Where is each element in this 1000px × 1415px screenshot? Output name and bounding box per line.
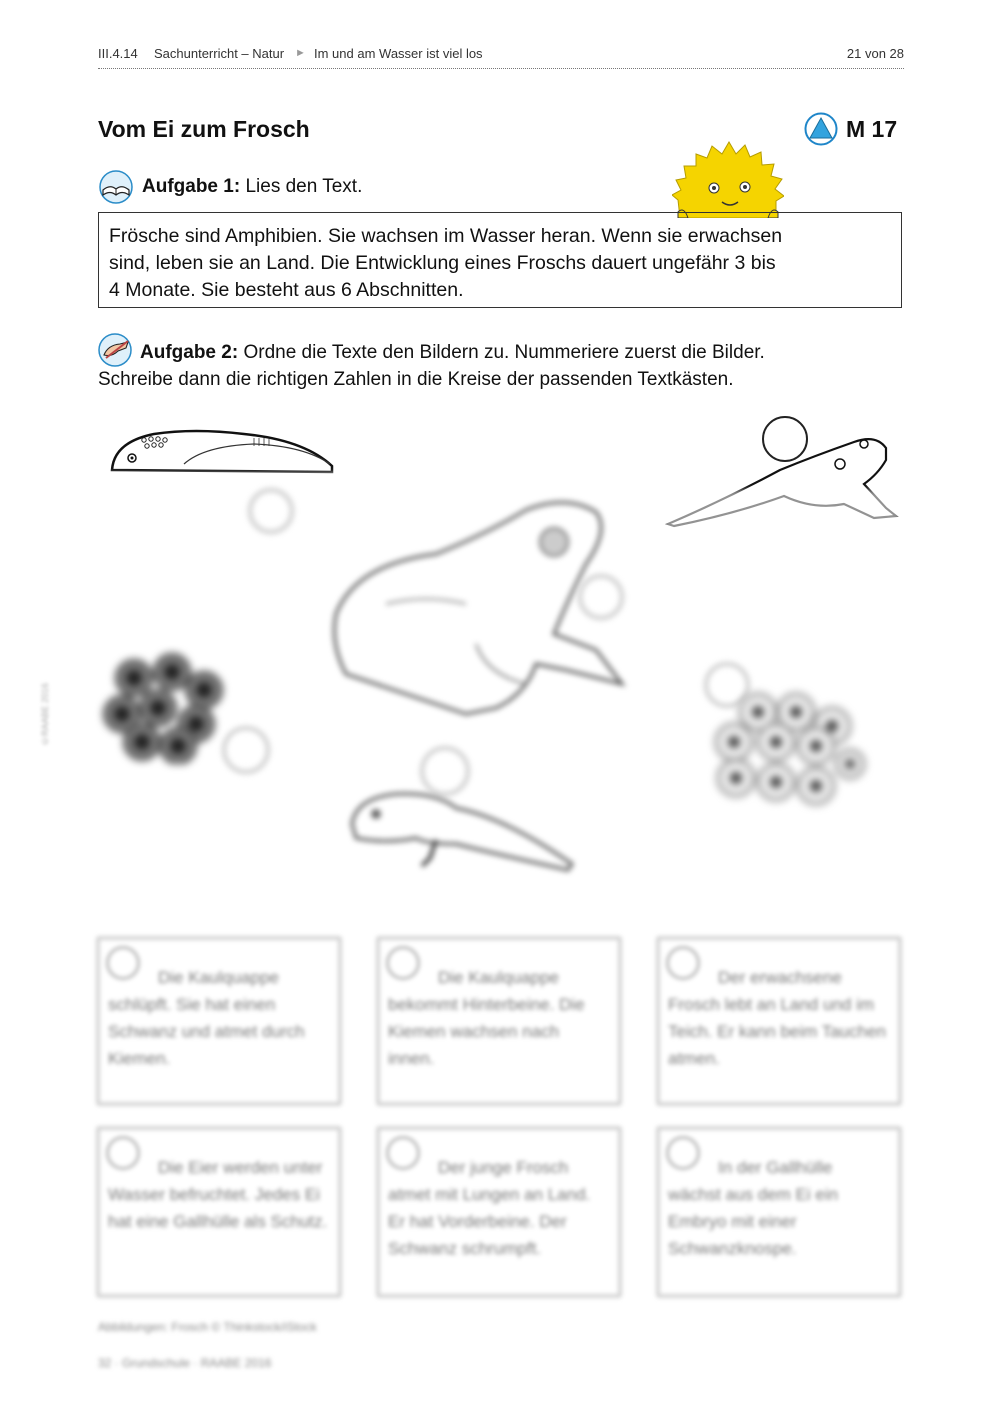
task1-line: [142, 176, 362, 198]
header-subject: Sachunterricht – Natur: [154, 46, 285, 61]
task2-instruction-1: Ordne die Texte den Bildern zu. Nummeriere zuerst die Bilder.: [243, 342, 765, 363]
tadpole-gills-illustration: [104, 424, 340, 488]
number-circle-embryo[interactable]: [222, 726, 270, 774]
number-circle-tadpole[interactable]: [248, 488, 294, 534]
task1-instruction: Lies den Text.: [245, 176, 363, 197]
material-tag: M 17: [846, 116, 898, 142]
card-text: Die Kaulquappe schlüpft. Sie hat einen Schwanz und atmet durch Kiemen.: [108, 968, 305, 1068]
answer-card-1: [96, 936, 342, 1106]
eggs-embryo-illustration: [96, 652, 232, 764]
pencil-hand-icon: [98, 333, 134, 367]
card-text: Der erwachsene Frosch lebt an Land und im Teich. Er kann beim Tauchen atmen.: [668, 968, 886, 1068]
page-number: 21 von 28: [846, 46, 904, 61]
header-code: III.4.14: [98, 46, 138, 61]
number-circle-adult-frog[interactable]: [578, 574, 624, 620]
breadcrumb-arrow-icon: ►: [295, 47, 306, 59]
image-credit: Abbildungen: Frosch © Thinkstock/iStock: [98, 1320, 317, 1334]
tadpole-hindlegs-illustration: [346, 784, 578, 876]
card-text: Die Kaulquappe bekommt Hinterbeine. Die Kiemen wachsen nach innen.: [388, 968, 585, 1068]
issue-info: 32 · Grundschule · RAABE 2016: [98, 1356, 272, 1370]
header-topic: Im und am Wasser ist viel los: [314, 46, 483, 61]
card-text: Die Eier werden unter Wasser befruchtet. Jedes Ei hat eine Gallhülle als Schutz.: [108, 1158, 328, 1231]
task2-instruction-2: Schreibe dann die richtigen Zahlen in die Kreise der passenden Textkästen.: [98, 369, 734, 390]
card-text: Der junge Frosch atmet mit Lungen an Land. Er hat Vorderbeine. Der Schwanz schrumpft.: [388, 1158, 591, 1258]
task2-line1: [140, 342, 765, 364]
info-line-2: sind, leben sie an Land. Die Entwicklung eines Froschs dauert ungefähr 3 bis: [109, 252, 776, 274]
page-header: [98, 46, 904, 69]
page-title: Vom Ei zum Frosch: [98, 116, 310, 142]
answer-card-2: [376, 936, 622, 1106]
answer-card-5: [376, 1126, 622, 1298]
level-triangle-icon: [804, 112, 838, 146]
info-line-3: 4 Monate. Sie besteht aus 6 Abschnitten.: [109, 279, 464, 301]
card-text: In der Gallhülle wächst aus dem Ei ein Embryo mit einer Schwanzknospe.: [668, 1158, 839, 1258]
task2-label: Aufgabe 2:: [140, 342, 239, 363]
side-copyright: ©RAABE 2016: [40, 682, 50, 746]
task1-label: Aufgabe 1:: [142, 176, 241, 197]
frog-spawn-illustration: [706, 690, 866, 816]
froglet-illustration: [664, 430, 900, 534]
answer-card-6: [656, 1126, 902, 1298]
info-textbox: [98, 212, 902, 308]
info-line-1: Frösche sind Amphibien. Sie wachsen im Wasser heran. Wenn sie erwachsen: [109, 225, 783, 247]
mascot-icon: [672, 140, 784, 218]
answer-card-3: [656, 936, 902, 1106]
book-icon: [98, 170, 136, 204]
answer-card-4: [96, 1126, 342, 1298]
